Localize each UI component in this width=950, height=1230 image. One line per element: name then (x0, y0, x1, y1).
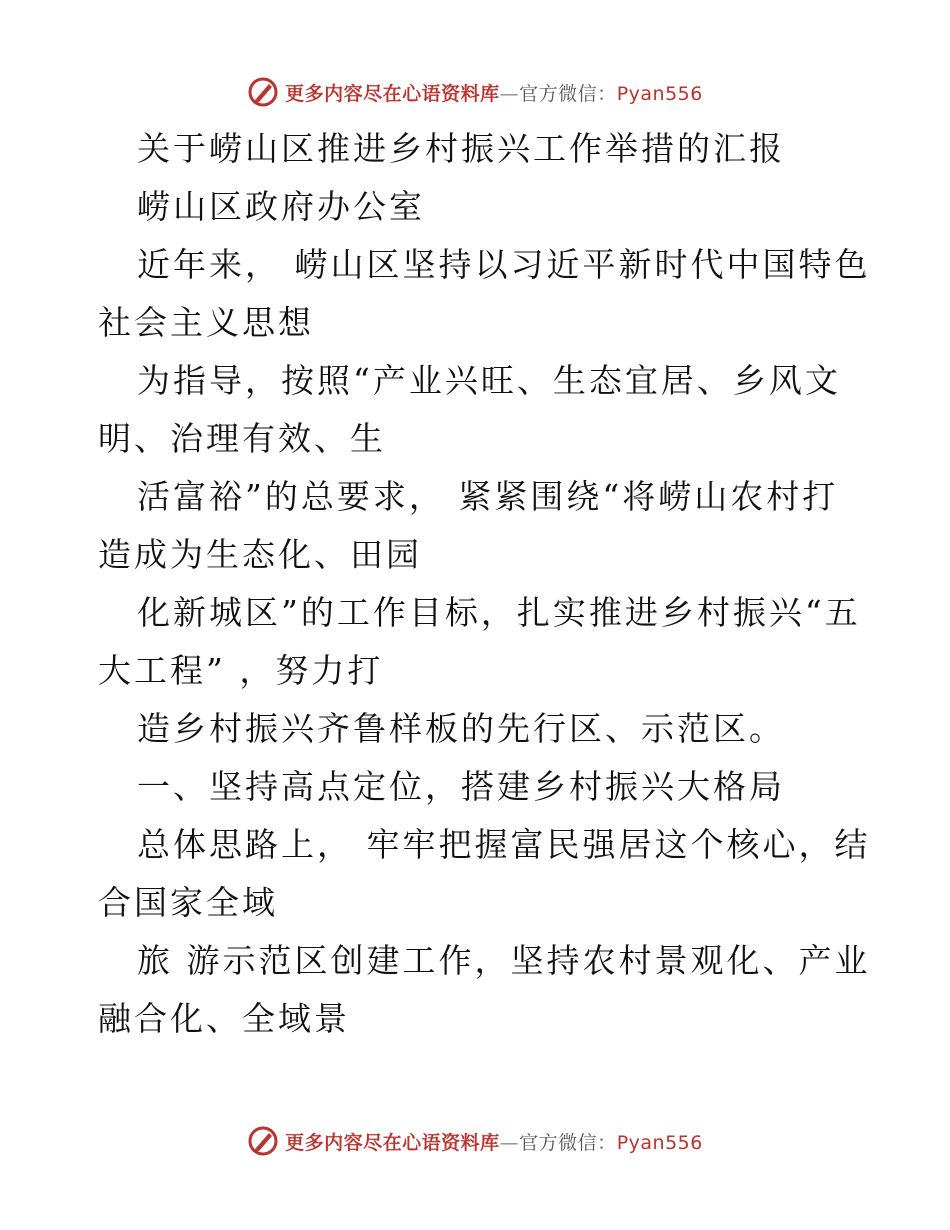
paragraph-line: 活富裕”的总要求， 紧紧围绕“将崂山农村打 (137, 477, 839, 516)
header-watermark (0, 72, 950, 112)
paragraph-line: 总体思路上， 牢牢把握富民强居这个核心，结 (137, 825, 871, 864)
watermark-brand: 更多内容尽在心语资料库 (285, 1131, 500, 1154)
watermark-dash: — (499, 82, 520, 105)
paragraph-line: 化新城区”的工作目标，扎实推进乡村振兴“五 (137, 593, 861, 632)
paragraph-line: 近年来， 崂山区坚持以习近平新时代中国特色 (137, 245, 871, 284)
paragraph-line: 为指导，按照“产业兴旺、生态宜居、乡风文 (137, 361, 841, 400)
paragraph-line: 造成为生态化、田园 (98, 535, 422, 574)
paragraph-line: 融合化、全域景 (98, 999, 350, 1038)
watermark-wechat-id: Pyan556 (616, 1131, 703, 1154)
watermark-dash: — (499, 1131, 520, 1154)
section-heading: 一、坚持高点定位，搭建乡村振兴大格局 (137, 767, 785, 806)
document-author: 崂山区政府办公室 (137, 187, 425, 226)
watermark-wechat-id: Pyan556 (616, 82, 703, 105)
paragraph-line: 明、治理有效、生 (98, 419, 386, 458)
pen-logo-icon (247, 1125, 279, 1157)
paragraph-line: 社会主义思想 (98, 303, 314, 342)
watermark-official-label: 官方微信： (519, 1131, 617, 1154)
pen-logo-icon (247, 76, 279, 108)
watermark-brand: 更多内容尽在心语资料库 (285, 82, 500, 105)
watermark-official-label: 官方微信： (519, 82, 617, 105)
paragraph-line: 大工程” ，努力打 (98, 651, 384, 690)
paragraph-line: 旅 游示范区创建工作，坚持农村景观化、产业 (137, 941, 871, 980)
paragraph-line: 合国家全域 (98, 883, 278, 922)
document-title: 关于崂山区推进乡村振兴工作举措的汇报 (137, 129, 785, 168)
paragraph-line: 造乡村振兴齐鲁样板的先行区、示范区。 (137, 709, 785, 748)
footer-watermark (0, 1121, 950, 1161)
